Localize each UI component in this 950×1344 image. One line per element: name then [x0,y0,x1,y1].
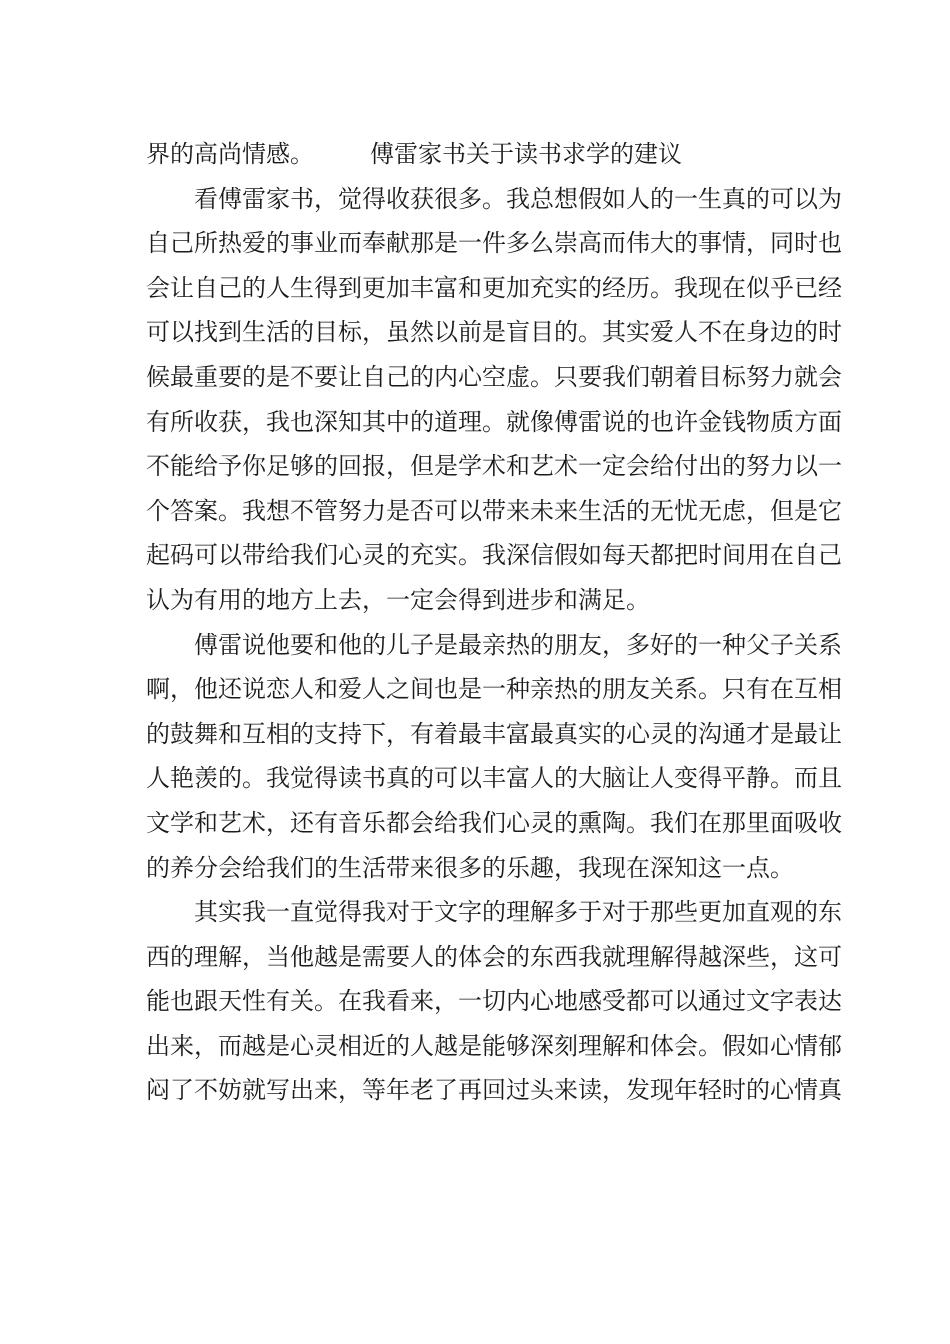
paragraph-line: 闷了不妨就写出来，等年老了再回过头来读，发现年轻时的心情真 [146,1076,842,1105]
paragraph-line [146,890,842,935]
lead-fragment: 界的高尚情感。 [146,140,314,168]
paragraph-1-text: 看傅雷家书，觉得收获很多。我总想假如人的一生真的可以为 [194,184,842,213]
paragraph-line: 的养分会给我们的生活带来很多的乐趣，我现在深知这一点。 [146,853,794,882]
paragraph-line [146,177,842,222]
paragraph-line: 文学和艺术，还有音乐都会给我们心灵的熏陶。我们在那里面吸收 [146,808,842,837]
paragraph-line: 啊，他还说恋人和爱人之间也是一种亲热的朋友关系。只有在互相 [146,675,842,704]
paragraph-line: 候最重要的是不要让自己的内心空虚。只要我们朝着目标努力就会 [146,362,842,391]
paragraph-line: 有所收获，我也深知其中的道理。就像傅雷说的也许金钱物质方面 [146,407,842,436]
document-body [146,132,842,1113]
paragraph-line: 不能给予你足够的回报，但是学术和艺术一定会给付出的努力以一 [146,452,842,481]
paragraph-line: 认为有用的地方上去，一定会得到进步和满足。 [146,585,650,614]
paragraph-line: 自己所热爱的事业而奉献那是一件多么崇高而伟大的事情，同时也 [146,229,842,258]
paragraph-line: 西的理解，当他越是需要人的体会的东西我就理解得越深些，这可 [146,942,842,971]
paragraph-line: 能也跟天性有关。在我看来，一切内心地感受都可以通过文字表达 [146,987,842,1016]
paragraph-line: 的鼓舞和互相的支持下，有着最丰富最真实的心灵的沟通才是最让 [146,719,842,748]
paragraph-line: 人艳羡的。我觉得读书真的可以丰富人的大脑让人变得平静。而且 [146,764,842,793]
paragraph-line [146,623,842,668]
paragraph-line: 可以找到生活的目标，虽然以前是盲目的。其实爱人不在身边的时 [146,318,842,347]
paragraph-line: 个答案。我想不管努力是否可以带来未来生活的无忧无虑，但是它 [146,496,842,525]
paragraph-2-text: 傅雷说他要和他的儿子是最亲热的朋友，多好的一种父子关系 [194,630,842,659]
heading-line [146,132,808,177]
paragraph-line: 会让自己的人生得到更加丰富和更加充实的经历。我现在似乎已经 [146,273,842,302]
paragraph-3-text: 其实我一直觉得我对于文字的理解多于对于那些更加直观的东 [194,898,842,927]
paragraph-line: 出来，而越是心灵相近的人越是能够深刻理解和体会。假如心情郁 [146,1031,842,1060]
paragraph-line: 起码可以带给我们心灵的充实。我深信假如每天都把时间用在自己 [146,541,842,570]
document-heading: 傅雷家书关于读书求学的建议 [370,140,682,168]
